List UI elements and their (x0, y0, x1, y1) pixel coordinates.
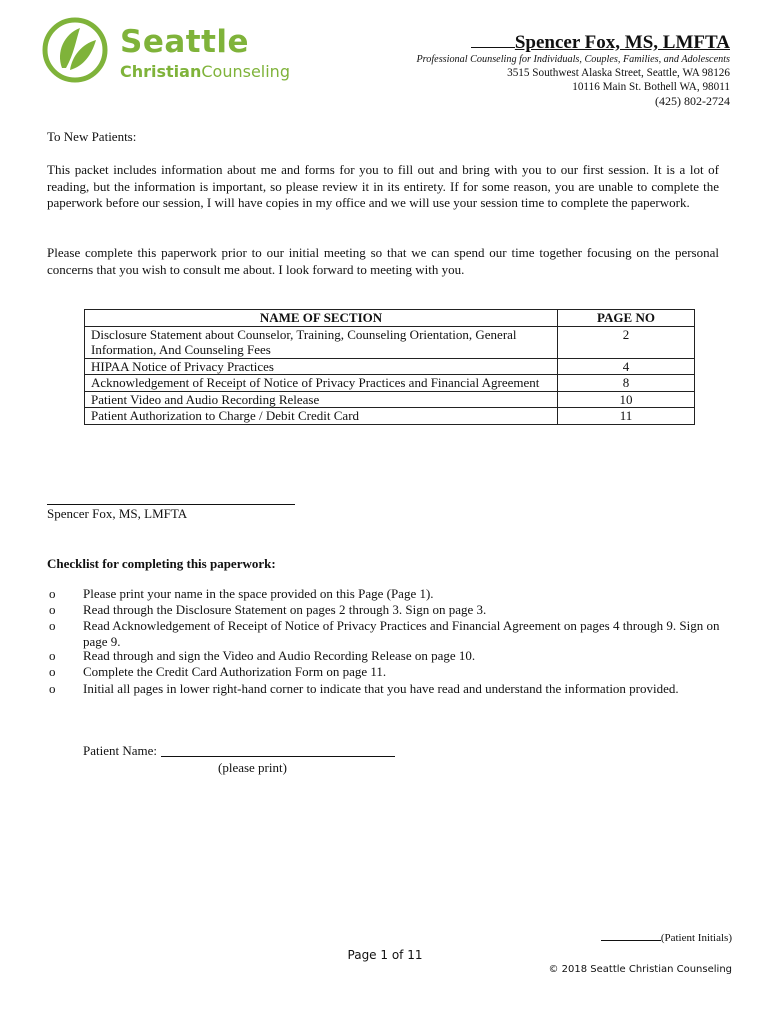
initials-label: (Patient Initials) (660, 932, 732, 944)
column-header-section: NAME OF SECTION (85, 310, 558, 327)
please-print-hint: (please print) (218, 760, 287, 775)
patient-name-field (83, 743, 395, 759)
sections-table (84, 309, 695, 425)
page-number: Page 1 of 11 (347, 948, 423, 962)
checklist-item: Read Acknowledgement of Receipt of Notice of Privacy Practices and Financial Agreement on pages 4 through 9. Sign on page 9. (83, 618, 720, 649)
patient-initials-field (601, 932, 732, 944)
patient-name-input-line[interactable] (161, 756, 395, 757)
section-page: 2 (558, 326, 695, 358)
initials-input-line[interactable] (601, 940, 661, 941)
table-row (85, 326, 695, 358)
signature-line[interactable] (47, 504, 295, 505)
section-name: Acknowledgement of Receipt of Notice of Privacy Practices and Financial Agreement (85, 375, 558, 392)
bullet-icon: o (49, 648, 56, 663)
bullet-icon: o (49, 681, 56, 696)
intro-paragraph: This packet includes information about me and forms for you to fill out and bring with you to our first session. It is a lot of reading, but the information is important, so please review it in its entirety. If for some reason, you are unable to complete the paperwork before our session, I will have copies in my office and we will use your session time to complete the paperwork. (47, 162, 719, 210)
table-row (85, 358, 695, 375)
section-page: 11 (558, 408, 695, 425)
bullet-icon: o (49, 602, 56, 617)
patient-name-label: Patient Name: (83, 743, 158, 758)
table-row (85, 391, 695, 408)
address-bothell: 10116 Main St. Bothell WA, 98011 (572, 81, 730, 93)
section-name: HIPAA Notice of Privacy Practices (85, 358, 558, 375)
instructions-paragraph: Please complete this paperwork prior to our initial meeting so that we can spend our time together focusing on the personal concerns that you wish to consult me about. I look forward to meeting with you. (47, 245, 719, 277)
checklist-heading: Checklist for completing this paperwork: (47, 556, 276, 571)
section-name: Patient Authorization to Charge / Debit Credit Card (85, 408, 558, 425)
section-page: 10 (558, 391, 695, 408)
checklist-item: Please print your name in the space provided on this Page (Page 1). (83, 586, 434, 601)
checklist-item: Initial all pages in lower right-hand corner to indicate that you have read and understand the information provided. (83, 681, 679, 696)
logo-text-christian-counseling: ChristianCounseling (120, 62, 290, 81)
table-row (85, 375, 695, 392)
copyright-notice: © 2018 Seattle Christian Counseling (548, 964, 732, 975)
signature-name: Spencer Fox, MS, LMFTA (47, 506, 188, 521)
phone-number: (425) 802-2724 (655, 94, 730, 108)
section-page: 8 (558, 375, 695, 392)
section-name: Disclosure Statement about Counselor, Training, Counseling Orientation, General Information, And Counseling Fees (85, 326, 558, 358)
section-name: Patient Video and Audio Recording Release (85, 391, 558, 408)
checklist-item: Complete the Credit Card Authorization Form on page 11. (83, 664, 387, 679)
table-row (85, 408, 695, 425)
section-page: 4 (558, 358, 695, 375)
logo-text-seattle: Seattle (120, 24, 250, 60)
greeting: To New Patients: (47, 129, 137, 144)
counselor-name: Spencer Fox, MS, LMFTA (471, 32, 730, 54)
bullet-icon: o (49, 586, 56, 601)
bullet-icon: o (49, 618, 56, 633)
table-header-row (85, 310, 695, 327)
checklist-item: Read through the Disclosure Statement on pages 2 through 3. Sign on page 3. (83, 602, 487, 617)
checklist-item: Read through and sign the Video and Audio Recording Release on page 10. (83, 648, 476, 663)
address-seattle: 3515 Southwest Alaska Street, Seattle, WA 98126 (507, 67, 730, 79)
practice-tagline: Professional Counseling for Individuals, Couples, Families, and Adolescents (416, 54, 730, 65)
column-header-page: PAGE NO (558, 310, 695, 327)
bullet-icon: o (49, 664, 56, 679)
